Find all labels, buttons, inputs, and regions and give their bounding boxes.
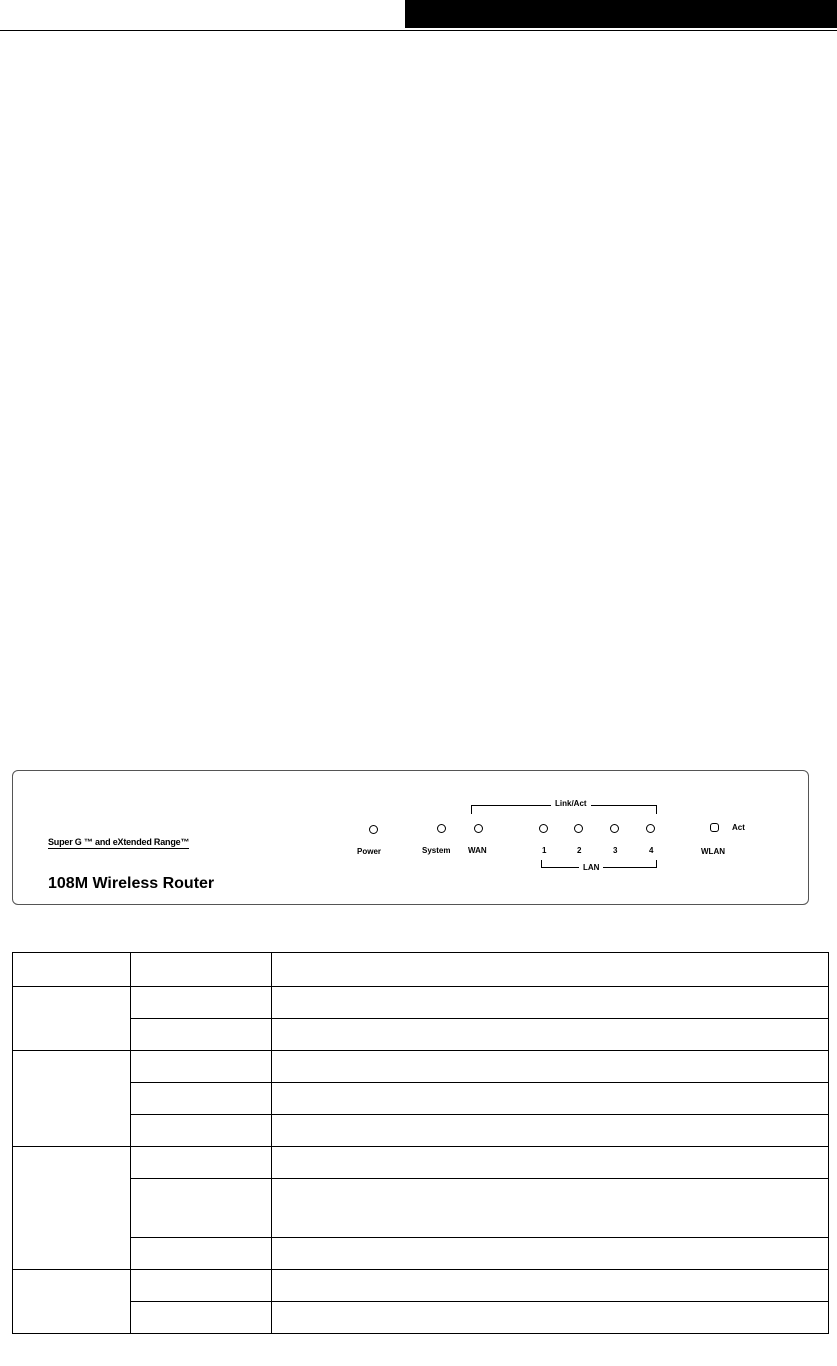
table-row bbox=[13, 1115, 829, 1147]
wlan-label: WLAN bbox=[701, 847, 725, 856]
status-cell bbox=[131, 1083, 272, 1115]
header-rule bbox=[0, 30, 837, 31]
header-cell bbox=[131, 953, 272, 987]
description-cell bbox=[272, 1051, 829, 1083]
header-cell bbox=[13, 953, 131, 987]
product-name: 108M Wireless Router bbox=[48, 875, 215, 892]
lan-3-label: 3 bbox=[613, 846, 618, 855]
link-act-label: Link/Act bbox=[551, 799, 591, 808]
description-cell bbox=[272, 1019, 829, 1051]
status-cell bbox=[131, 1019, 272, 1051]
table-header-row bbox=[13, 953, 829, 987]
status-cell bbox=[131, 1179, 272, 1238]
router-front-panel bbox=[12, 770, 809, 905]
status-cell bbox=[131, 1051, 272, 1083]
description-cell bbox=[272, 1147, 829, 1179]
brand-tagline: Super G ™ and eXtended Range™ bbox=[48, 837, 190, 847]
system-led-icon bbox=[437, 824, 446, 833]
status-cell bbox=[131, 1147, 272, 1179]
table-row bbox=[13, 987, 829, 1019]
status-cell bbox=[131, 1238, 272, 1270]
group-cell bbox=[13, 987, 131, 1051]
header-bar bbox=[405, 0, 837, 28]
wan-led-icon bbox=[474, 824, 483, 833]
status-cell bbox=[131, 1270, 272, 1302]
table-row bbox=[13, 1147, 829, 1179]
header-cell bbox=[272, 953, 829, 987]
description-cell bbox=[272, 987, 829, 1019]
table-row bbox=[13, 1270, 829, 1302]
description-cell bbox=[272, 1270, 829, 1302]
status-cell bbox=[131, 1115, 272, 1147]
lan-2-label: 2 bbox=[577, 846, 582, 855]
group-cell bbox=[13, 1051, 131, 1147]
table-row bbox=[13, 1051, 829, 1083]
status-cell bbox=[131, 1302, 272, 1334]
power-label: Power bbox=[357, 847, 382, 856]
wan-label: WAN bbox=[468, 846, 487, 855]
description-cell bbox=[272, 1302, 829, 1334]
led-status-table bbox=[12, 952, 829, 1334]
group-cell bbox=[13, 1270, 131, 1334]
table-row bbox=[13, 1302, 829, 1334]
table-row bbox=[13, 1238, 829, 1270]
description-cell bbox=[272, 1115, 829, 1147]
lan-4-led-icon bbox=[646, 824, 655, 833]
lan-4-label: 4 bbox=[649, 846, 654, 855]
group-cell bbox=[13, 1147, 131, 1270]
description-cell bbox=[272, 1179, 829, 1238]
table-row bbox=[13, 1019, 829, 1051]
act-label: Act bbox=[732, 823, 745, 832]
lan-1-label: 1 bbox=[542, 846, 547, 855]
lan-3-led-icon bbox=[610, 824, 619, 833]
lan-group-label: LAN bbox=[579, 863, 603, 872]
description-cell bbox=[272, 1083, 829, 1115]
status-cell bbox=[131, 987, 272, 1019]
system-label: System bbox=[422, 846, 451, 855]
table-row bbox=[13, 1083, 829, 1115]
description-cell bbox=[272, 1238, 829, 1270]
power-led-icon bbox=[369, 825, 378, 834]
wlan-led-icon bbox=[710, 823, 719, 832]
lan-2-led-icon bbox=[574, 824, 583, 833]
lan-1-led-icon bbox=[539, 824, 548, 833]
table-row bbox=[13, 1179, 829, 1238]
